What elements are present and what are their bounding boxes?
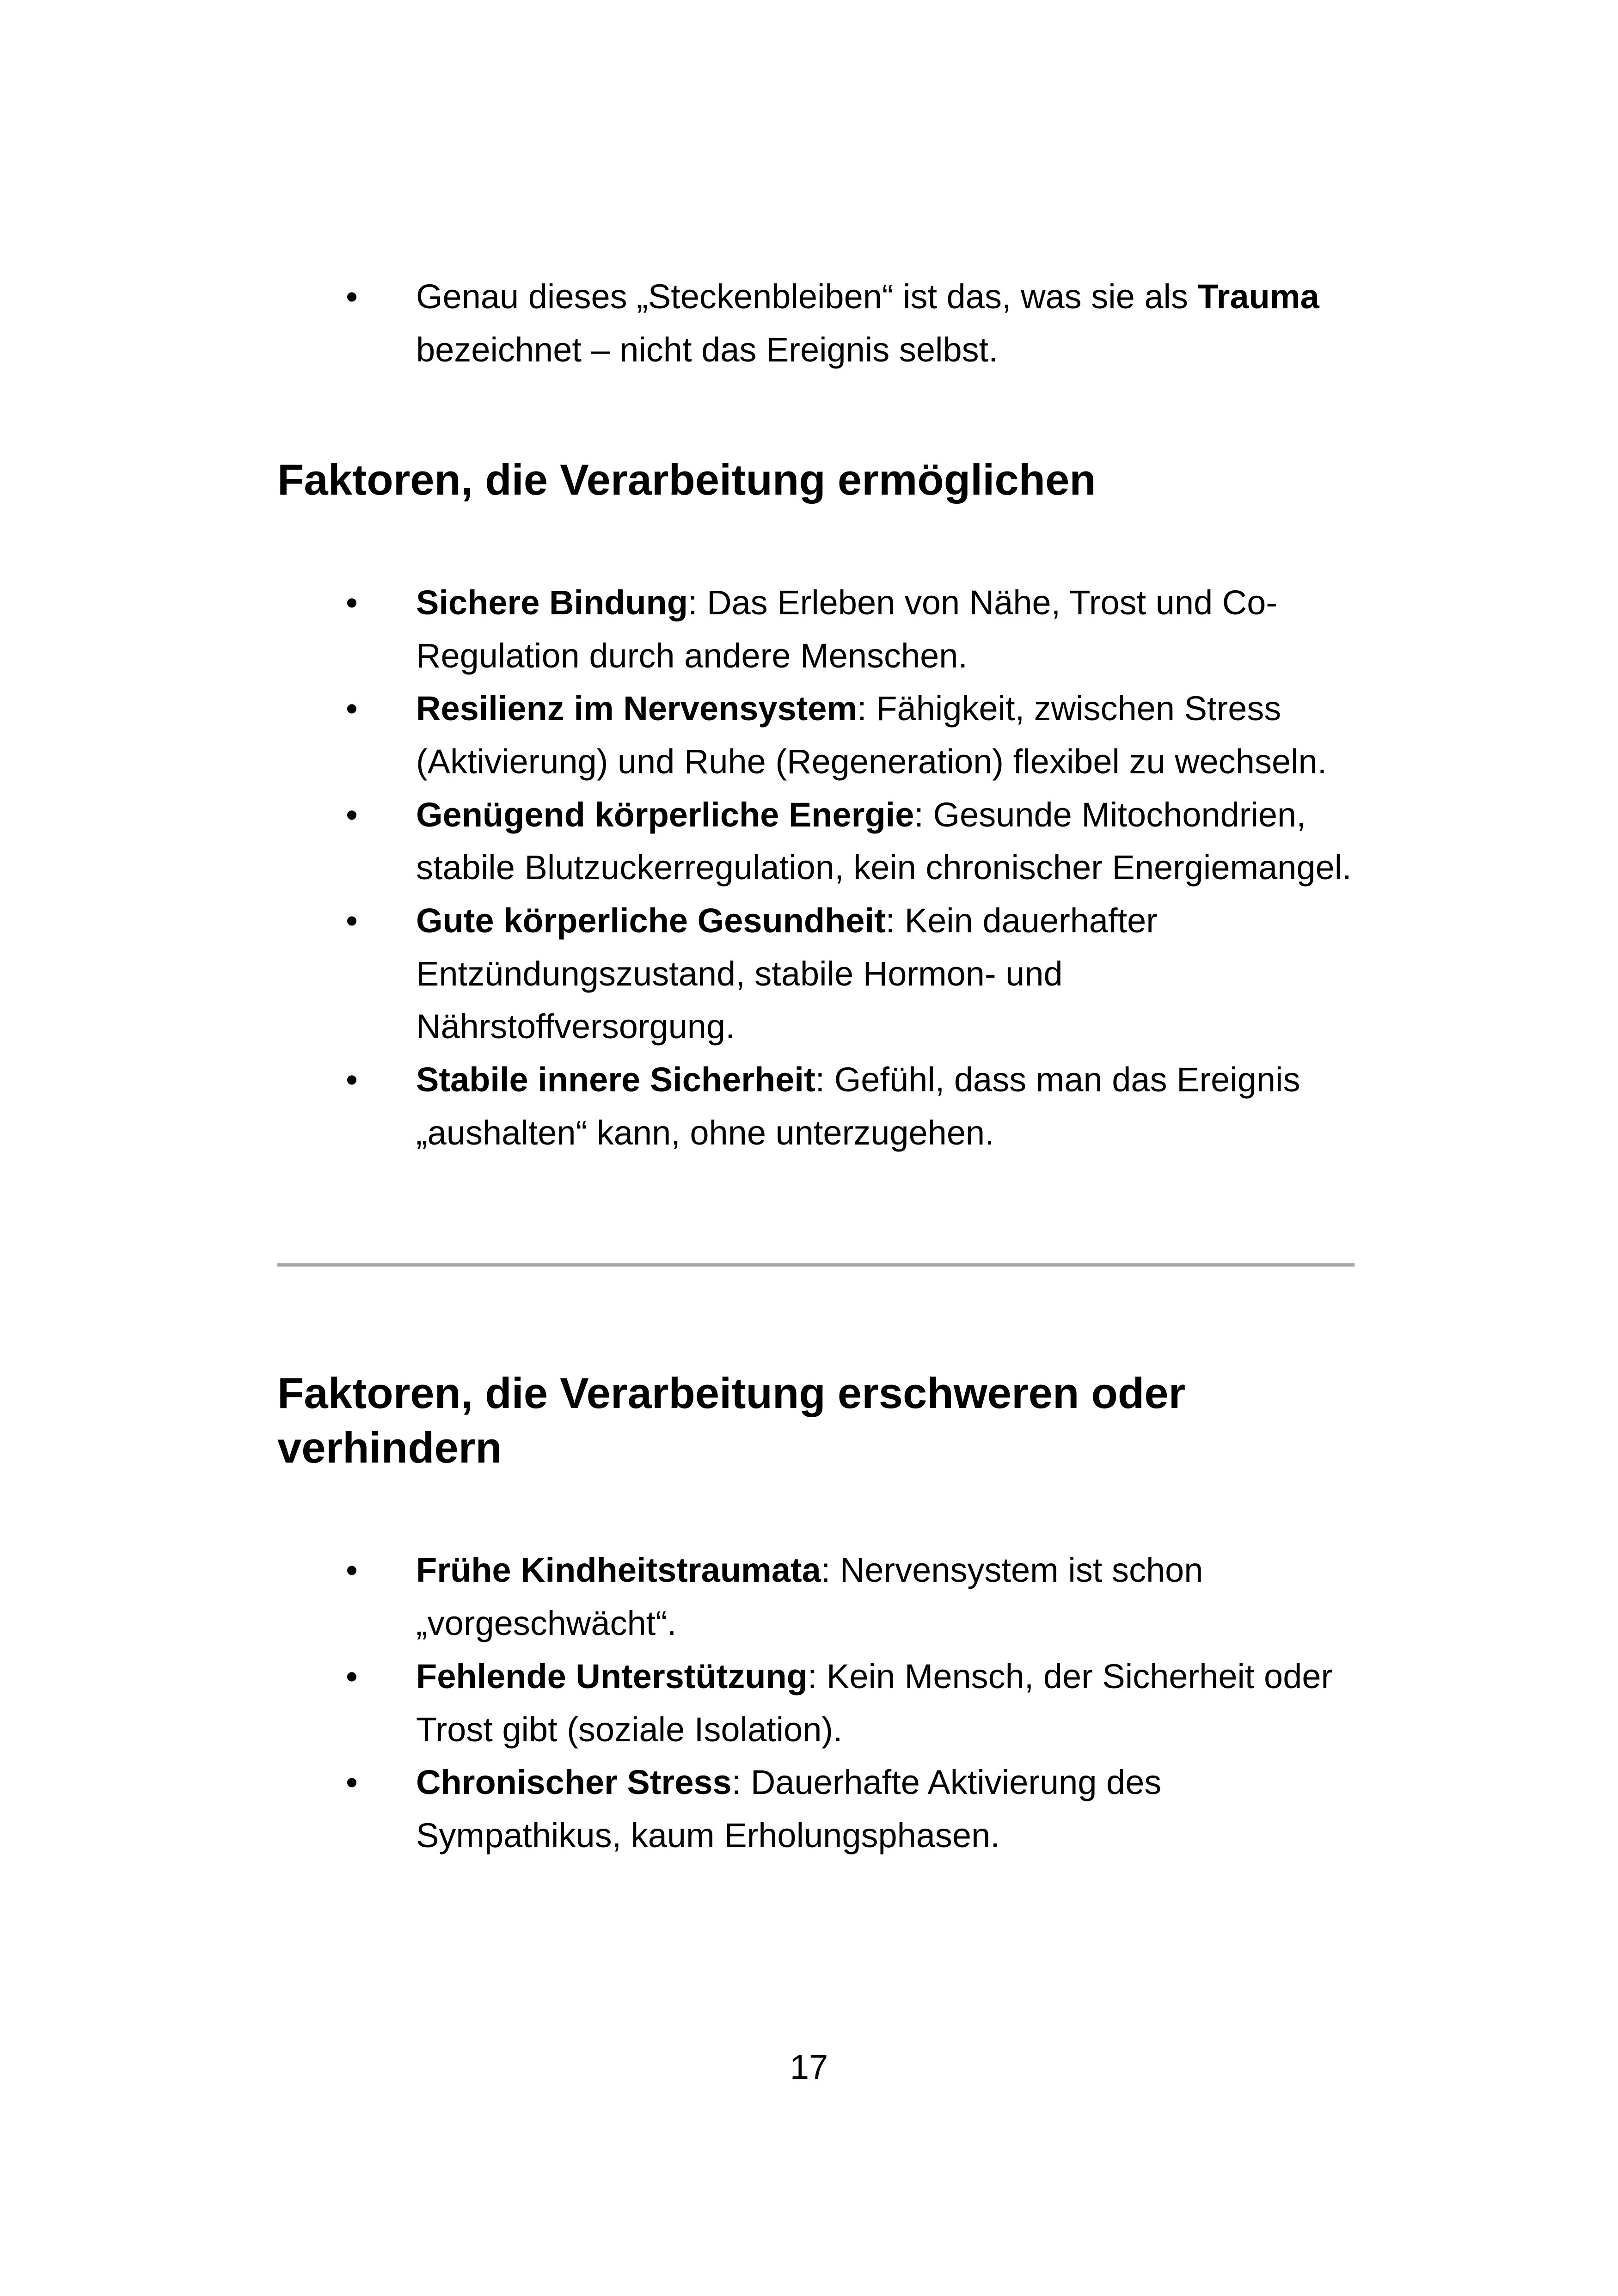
bullet-term: Sichere Bindung: [416, 583, 688, 622]
bullet-term: Frühe Kindheitstraumata: [416, 1551, 821, 1590]
bullet-term: Trauma: [1197, 277, 1319, 316]
bullet-text: : Nervensystem ist schon „vorgeschwächt“.: [416, 1551, 1203, 1643]
bullet-text: : Kein Mensch, der Sicherheit oder Trost gibt (soziale Isolation).: [416, 1657, 1333, 1749]
section-heading-enable: Faktoren, die Verarbeitung ermöglichen: [277, 455, 1096, 504]
bullet-item: [277, 576, 1354, 682]
intro-bullet-list: [277, 270, 1354, 376]
bullet-text: bezeichnet – nicht das Ereignis selbst.: [416, 330, 998, 369]
section-divider: [277, 1263, 1354, 1267]
bullet-item: [277, 1756, 1354, 1862]
bullet-list-hinder: [277, 1544, 1354, 1862]
bullet-item: [277, 1544, 1354, 1650]
bullet-item: [277, 789, 1354, 894]
bullet-text: : Kein dauerhafter Entzündungszustand, stabile Hormon- und Nährstoffversorgung.: [416, 901, 1158, 1046]
bullet-term: Resilienz im Nervensystem: [416, 689, 858, 728]
bullet-item: [277, 894, 1354, 1053]
bullet-item: [277, 1053, 1354, 1159]
bullet-text: : Gefühl, dass man das Ereignis „aushalten“ kann, ohne unterzugehen.: [416, 1060, 1300, 1152]
bullet-text: : Gesunde Mitochondrien, stabile Blutzuckerregulation, kein chronischer Energiemangel.: [416, 795, 1352, 887]
bullet-text: : Dauerhafte Aktivierung des Sympathikus, kaum Erholungsphasen.: [416, 1763, 1162, 1855]
bullet-item: [277, 1650, 1354, 1756]
bullet-term: Fehlende Unterstützung: [416, 1657, 808, 1696]
bullet-text: : Das Erleben von Nähe, Trost und Co-Regulation durch andere Menschen.: [416, 583, 1278, 675]
page-number: 17: [790, 2048, 828, 2086]
bullet-term: Stabile innere Sicherheit: [416, 1060, 815, 1099]
section-heading-hinder: Faktoren, die Verarbeitung erschweren oder verhindern: [277, 1369, 1186, 1472]
bullet-text: Genau dieses „Steckenbleiben“ ist das, was sie als: [416, 277, 1198, 316]
page-content: [277, 0, 1354, 1862]
bullet-text: : Fähigkeit, zwischen Stress (Aktivierung) und Ruhe (Regeneration) flexibel zu wechseln.: [416, 689, 1327, 781]
bullet-term: Genügend körperliche Energie: [416, 795, 914, 834]
bullet-item: [277, 682, 1354, 788]
bullet-term: Gute körperliche Gesundheit: [416, 901, 886, 940]
bullet-list-enable: [277, 576, 1354, 1160]
bullet-item: [277, 270, 1354, 376]
bullet-term: Chronischer Stress: [416, 1763, 732, 1802]
